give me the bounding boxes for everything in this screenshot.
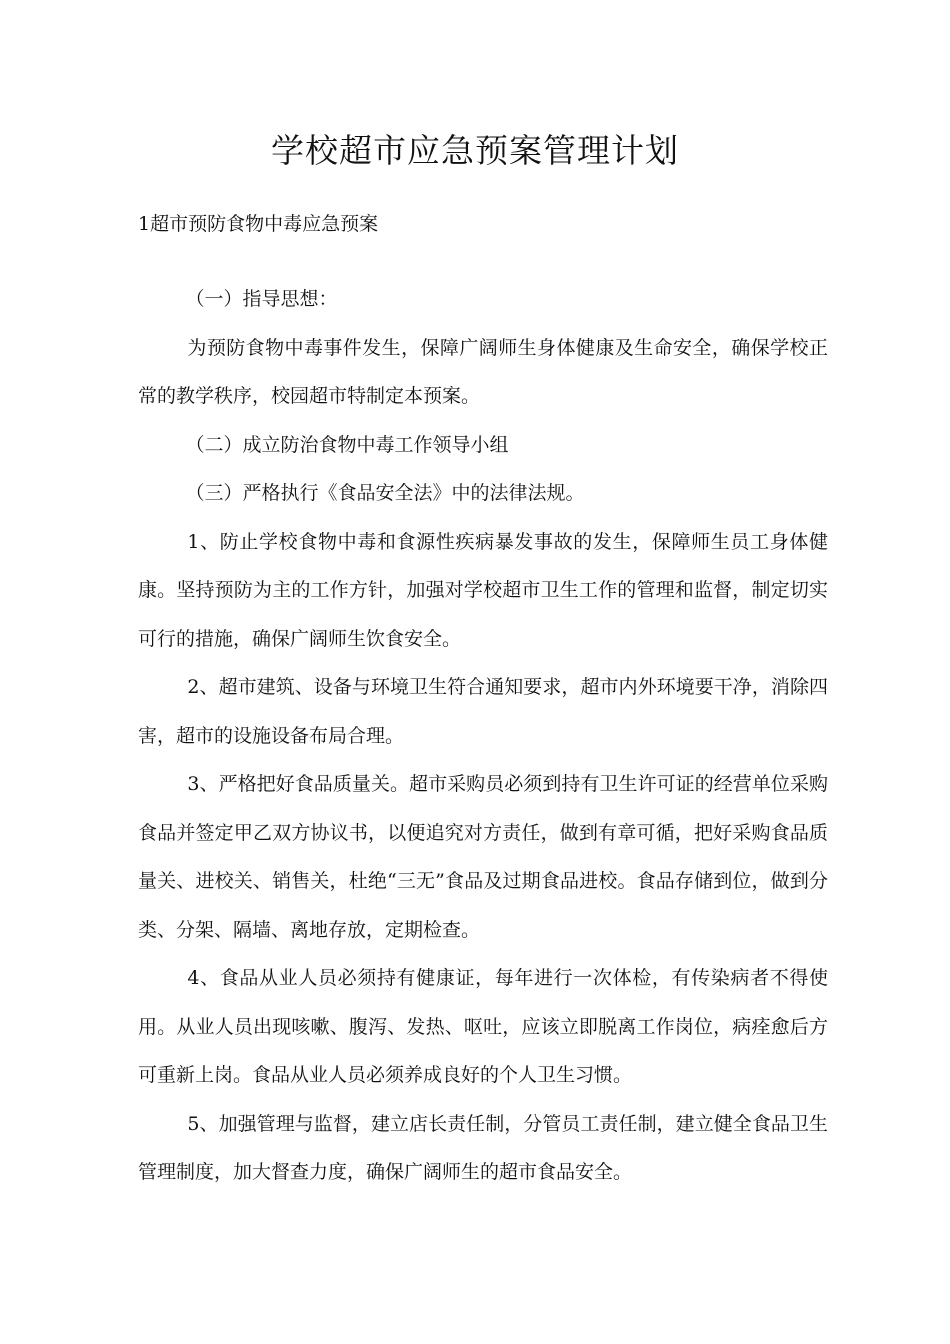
paragraph-item-4: 4、食品从业人员必须持有健康证，每年进行一次体检，有传染病者不得使用。从业人员出现咳嗽、腹泻、发热、呕吐，应该立即脱离工作岗位，病痊愈后方可重新上岗。食品从业人员必须养成良好的个人卫生习惯。 [138,967,828,1086]
subheading-food-safety-law: （三）严格执行《食品安全法》中的法律法规。 [185,482,585,504]
subheading-guiding-thought: （一）指导思想： [185,288,338,310]
document-body [138,275,828,1197]
paragraph-item-3: 3、严格把好食品质量关。超市采购员必须到持有卫生许可证的经营单位采购食品并签定甲乙双方协议书，以便追究对方责任，做到有章可循，把好采购食品质量关、进校关、销售关，杜绝“三无”食品及过期食品进校。食品存储到位，做到分类、分架、隔墙、离地存放，定期检查。 [138,773,828,941]
paragraph-purpose: 为预防食物中毒事件发生，保障广阔师生身体健康及生命安全，确保学校正常的教学秩序，校园超市特制定本预案。 [138,336,828,407]
subheading-leadership-group: （二）成立防治食物中毒工作领导小组 [185,433,509,456]
paragraph-item-2: 2、超市建筑、设备与环境卫生符合通知要求，超市内外环境要干净，消除四害，超市的设施设备布局合理。 [138,676,828,747]
paragraph-item-5: 5、加强管理与监督，建立店长责任制，分管员工责任制，建立健全食品卫生管理制度，加大督查力度，确保广阔师生的超市食品安全。 [138,1112,828,1183]
document-title: 学校超市应急预案管理计划 [271,131,679,170]
section-heading: 1超市预防食物中毒应急预案 [138,213,379,235]
paragraph-item-1: 1、防止学校食物中毒和食源性疾病暴发事故的发生，保障师生员工身体健康。坚持预防为主的工作方针，加强对学校超市卫生工作的管理和监督，制定切实可行的措施，确保广阔师生饮食安全。 [138,530,828,650]
